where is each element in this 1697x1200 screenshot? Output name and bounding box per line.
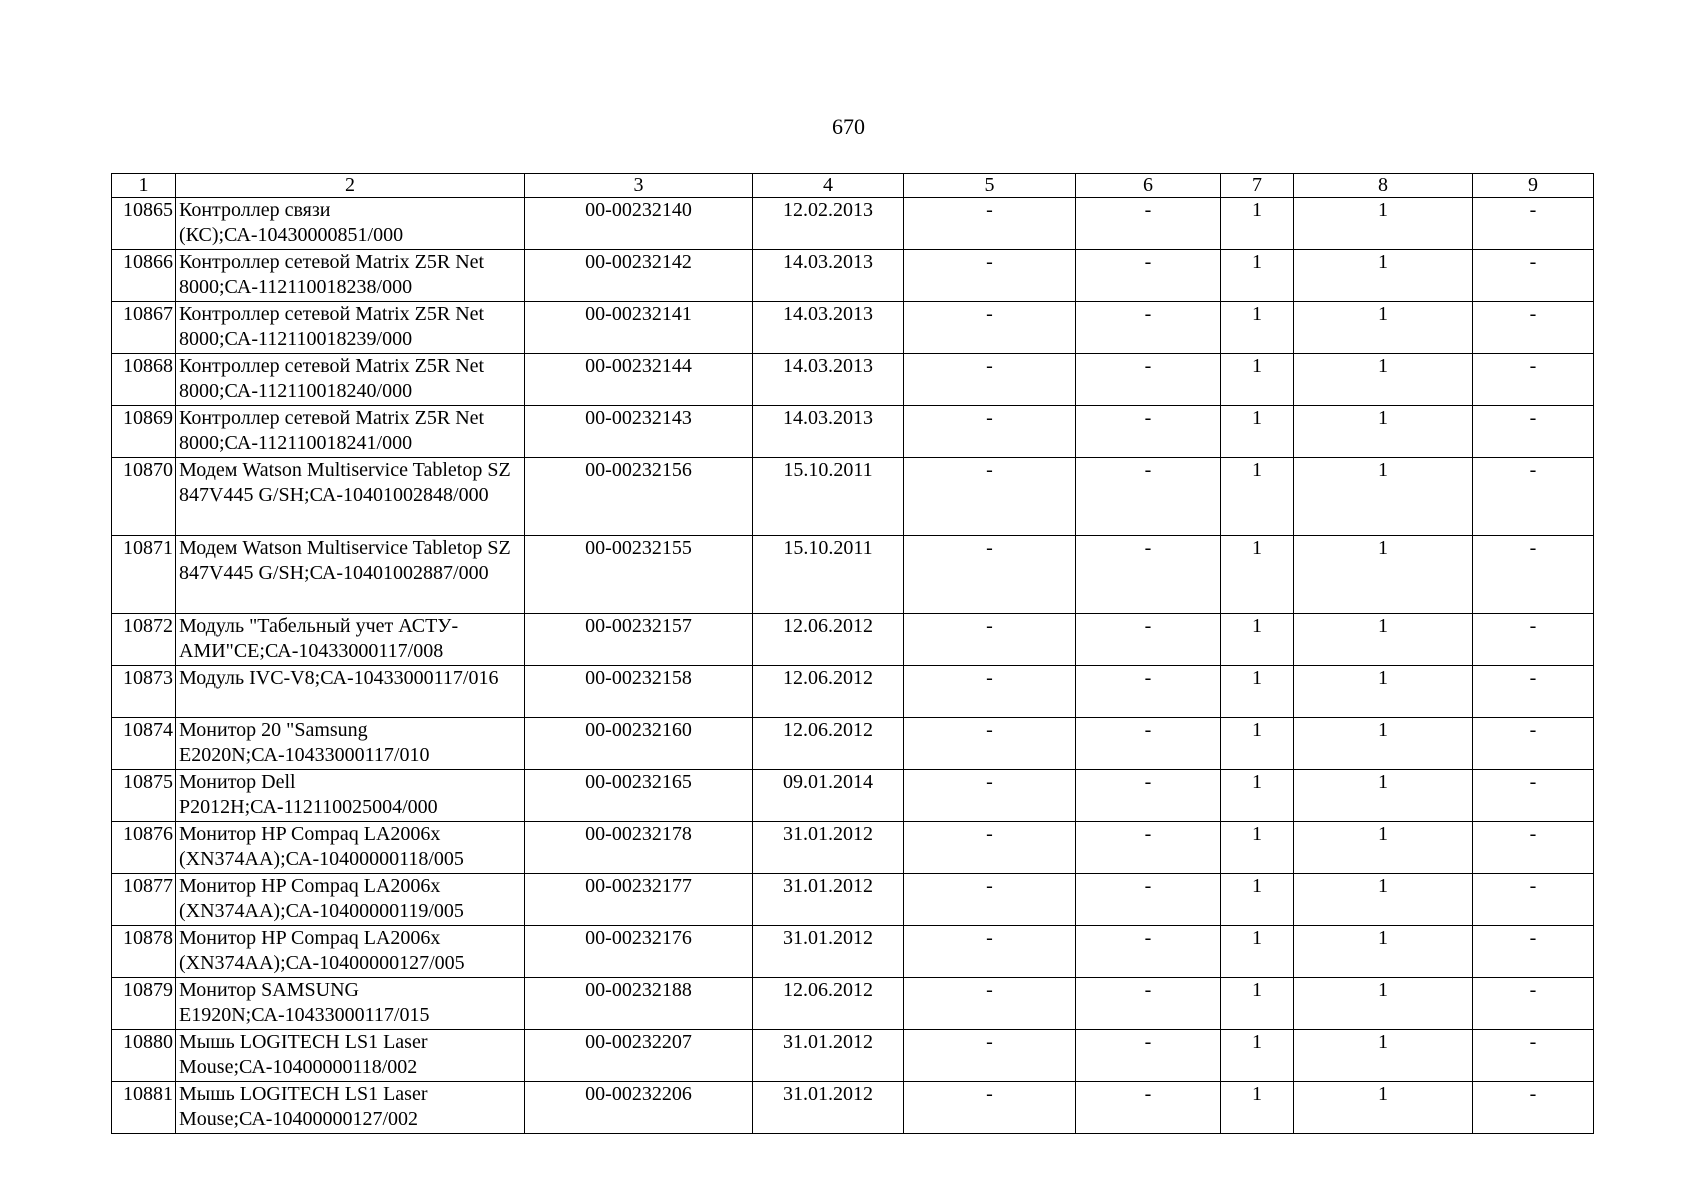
col6-value: -: [1076, 978, 1221, 1030]
row-number: 10872: [112, 614, 176, 666]
col9-value: -: [1473, 302, 1594, 354]
col5-value: -: [904, 926, 1076, 978]
item-name: Мышь LOGITECH LS1 Laser Mouse;СА-10400000127/002: [176, 1082, 525, 1134]
row-number: 10873: [112, 666, 176, 718]
column-header-3: 3: [525, 174, 753, 198]
row-number: 10877: [112, 874, 176, 926]
item-date: 14.03.2013: [753, 250, 904, 302]
item-name: Монитор HP Compaq LA2006x (XN374AA);СА-10400000118/005: [176, 822, 525, 874]
inventory-code: 00-00232156: [525, 458, 753, 536]
col9-value: -: [1473, 926, 1594, 978]
col6-value: -: [1076, 536, 1221, 614]
item-date: 12.06.2012: [753, 614, 904, 666]
inventory-code: 00-00232141: [525, 302, 753, 354]
item-date: 31.01.2012: [753, 1030, 904, 1082]
row-number: 10879: [112, 978, 176, 1030]
item-name: Модем Watson Multiservice Tabletop SZ 847V445 G/SH;СА-10401002848/000: [176, 458, 525, 536]
col5-value: -: [904, 302, 1076, 354]
table-row: [112, 1030, 1594, 1082]
col5-value: -: [904, 718, 1076, 770]
col5-value: -: [904, 666, 1076, 718]
col7-value: 1: [1221, 302, 1294, 354]
col7-value: 1: [1221, 406, 1294, 458]
col8-value: 1: [1294, 822, 1473, 874]
item-name: Контроллер сетевой Matrix Z5R Net 8000;СА-112110018239/000: [176, 302, 525, 354]
column-header-5: 5: [904, 174, 1076, 198]
item-date: 31.01.2012: [753, 874, 904, 926]
col9-value: -: [1473, 198, 1594, 250]
col5-value: -: [904, 822, 1076, 874]
col7-value: 1: [1221, 536, 1294, 614]
item-date: 14.03.2013: [753, 406, 904, 458]
col6-value: -: [1076, 718, 1221, 770]
item-date: 31.01.2012: [753, 1082, 904, 1134]
item-name: Монитор HP Compaq LA2006x (XN374AA);СА-10400000127/005: [176, 926, 525, 978]
table-row: [112, 926, 1594, 978]
column-header-2: 2: [176, 174, 525, 198]
col8-value: 1: [1294, 978, 1473, 1030]
col6-value: -: [1076, 406, 1221, 458]
col5-value: -: [904, 250, 1076, 302]
item-name: Модуль IVC-V8;СА-10433000117/016: [176, 666, 525, 718]
col5-value: -: [904, 770, 1076, 822]
col7-value: 1: [1221, 874, 1294, 926]
table-row: [112, 250, 1594, 302]
row-number: 10875: [112, 770, 176, 822]
inventory-code: 00-00232140: [525, 198, 753, 250]
item-name: Модем Watson Multiservice Tabletop SZ 847V445 G/SH;СА-10401002887/000: [176, 536, 525, 614]
table-row: [112, 718, 1594, 770]
col7-value: 1: [1221, 1030, 1294, 1082]
item-name: Контроллер сетевой Matrix Z5R Net 8000;СА-112110018240/000: [176, 354, 525, 406]
col9-value: -: [1473, 1082, 1594, 1134]
item-date: 12.06.2012: [753, 978, 904, 1030]
table-row: [112, 536, 1594, 614]
col7-value: 1: [1221, 718, 1294, 770]
item-name: Монитор Dell P2012H;СА-112110025004/000: [176, 770, 525, 822]
inventory-code: 00-00232176: [525, 926, 753, 978]
row-number: 10869: [112, 406, 176, 458]
item-name: Монитор 20 "Samsung E2020N;СА-10433000117/010: [176, 718, 525, 770]
table-row: [112, 666, 1594, 718]
col9-value: -: [1473, 536, 1594, 614]
item-name: Мышь LOGITECH LS1 Laser Mouse;СА-10400000118/002: [176, 1030, 525, 1082]
col9-value: -: [1473, 718, 1594, 770]
col6-value: -: [1076, 1082, 1221, 1134]
table-row: [112, 614, 1594, 666]
inventory-code: 00-00232165: [525, 770, 753, 822]
item-date: 12.06.2012: [753, 718, 904, 770]
column-header-4: 4: [753, 174, 904, 198]
row-number: 10868: [112, 354, 176, 406]
col9-value: -: [1473, 1030, 1594, 1082]
col6-value: -: [1076, 614, 1221, 666]
page-number: 670: [832, 114, 865, 139]
col6-value: -: [1076, 926, 1221, 978]
row-number: 10866: [112, 250, 176, 302]
item-date: 31.01.2012: [753, 926, 904, 978]
col8-value: 1: [1294, 1082, 1473, 1134]
inventory-table: [111, 173, 1594, 1134]
row-number: 10880: [112, 1030, 176, 1082]
inventory-code: 00-00232188: [525, 978, 753, 1030]
column-header-9: 9: [1473, 174, 1594, 198]
inventory-code: 00-00232206: [525, 1082, 753, 1134]
col6-value: -: [1076, 770, 1221, 822]
col5-value: -: [904, 458, 1076, 536]
col5-value: -: [904, 614, 1076, 666]
table-row: [112, 198, 1594, 250]
col9-value: -: [1473, 978, 1594, 1030]
col7-value: 1: [1221, 250, 1294, 302]
col8-value: 1: [1294, 718, 1473, 770]
item-name: Контроллер связи (КС);СА-10430000851/000: [176, 198, 525, 250]
col6-value: -: [1076, 198, 1221, 250]
inventory-code: 00-00232157: [525, 614, 753, 666]
item-date: 14.03.2013: [753, 354, 904, 406]
col8-value: 1: [1294, 770, 1473, 822]
col5-value: -: [904, 1082, 1076, 1134]
col6-value: -: [1076, 250, 1221, 302]
col8-value: 1: [1294, 302, 1473, 354]
col9-value: -: [1473, 822, 1594, 874]
col8-value: 1: [1294, 536, 1473, 614]
column-header-7: 7: [1221, 174, 1294, 198]
col8-value: 1: [1294, 198, 1473, 250]
col5-value: -: [904, 354, 1076, 406]
header-row: [112, 174, 1594, 198]
col8-value: 1: [1294, 926, 1473, 978]
row-number: 10876: [112, 822, 176, 874]
col7-value: 1: [1221, 1082, 1294, 1134]
column-header-1: 1: [112, 174, 176, 198]
row-number: 10871: [112, 536, 176, 614]
item-name: Монитор HP Compaq LA2006x (XN374AA);СА-10400000119/005: [176, 874, 525, 926]
table-header: [112, 174, 1594, 198]
inventory-code: 00-00232178: [525, 822, 753, 874]
col6-value: -: [1076, 666, 1221, 718]
table-row: [112, 874, 1594, 926]
col6-value: -: [1076, 822, 1221, 874]
col7-value: 1: [1221, 614, 1294, 666]
col9-value: -: [1473, 770, 1594, 822]
column-header-6: 6: [1076, 174, 1221, 198]
col8-value: 1: [1294, 406, 1473, 458]
col6-value: -: [1076, 874, 1221, 926]
col8-value: 1: [1294, 250, 1473, 302]
item-name: Монитор SAMSUNG E1920N;СА-10433000117/015: [176, 978, 525, 1030]
row-number: 10874: [112, 718, 176, 770]
item-date: 09.01.2014: [753, 770, 904, 822]
inventory-code: 00-00232158: [525, 666, 753, 718]
col7-value: 1: [1221, 458, 1294, 536]
col5-value: -: [904, 978, 1076, 1030]
col9-value: -: [1473, 458, 1594, 536]
col7-value: 1: [1221, 926, 1294, 978]
column-header-8: 8: [1294, 174, 1473, 198]
row-number: 10878: [112, 926, 176, 978]
table-row: [112, 354, 1594, 406]
inventory-code: 00-00232160: [525, 718, 753, 770]
table-row: [112, 458, 1594, 536]
inventory-code: 00-00232143: [525, 406, 753, 458]
item-name: Контроллер сетевой Matrix Z5R Net 8000;СА-112110018241/000: [176, 406, 525, 458]
table-row: [112, 978, 1594, 1030]
col5-value: -: [904, 874, 1076, 926]
col5-value: -: [904, 1030, 1076, 1082]
col6-value: -: [1076, 302, 1221, 354]
table-row: [112, 822, 1594, 874]
item-date: 12.02.2013: [753, 198, 904, 250]
item-date: 31.01.2012: [753, 822, 904, 874]
row-number: 10865: [112, 198, 176, 250]
col8-value: 1: [1294, 1030, 1473, 1082]
col7-value: 1: [1221, 354, 1294, 406]
col8-value: 1: [1294, 458, 1473, 536]
item-date: 15.10.2011: [753, 536, 904, 614]
col5-value: -: [904, 536, 1076, 614]
col8-value: 1: [1294, 666, 1473, 718]
col6-value: -: [1076, 1030, 1221, 1082]
col9-value: -: [1473, 614, 1594, 666]
item-name: Модуль "Табельный учет АСТУ-АМИ"СЕ;СА-10433000117/008: [176, 614, 525, 666]
col7-value: 1: [1221, 666, 1294, 718]
inventory-code: 00-00232177: [525, 874, 753, 926]
inventory-code: 00-00232207: [525, 1030, 753, 1082]
inventory-code: 00-00232142: [525, 250, 753, 302]
col8-value: 1: [1294, 354, 1473, 406]
table-row: [112, 1082, 1594, 1134]
col7-value: 1: [1221, 822, 1294, 874]
item-date: 14.03.2013: [753, 302, 904, 354]
col9-value: -: [1473, 354, 1594, 406]
col7-value: 1: [1221, 770, 1294, 822]
col9-value: -: [1473, 250, 1594, 302]
col8-value: 1: [1294, 614, 1473, 666]
table-body: [112, 198, 1594, 1134]
col6-value: -: [1076, 458, 1221, 536]
inventory-code: 00-00232155: [525, 536, 753, 614]
col6-value: -: [1076, 354, 1221, 406]
item-date: 12.06.2012: [753, 666, 904, 718]
col9-value: -: [1473, 874, 1594, 926]
col7-value: 1: [1221, 198, 1294, 250]
inventory-code: 00-00232144: [525, 354, 753, 406]
col9-value: -: [1473, 666, 1594, 718]
item-name: Контроллер сетевой Matrix Z5R Net 8000;СА-112110018238/000: [176, 250, 525, 302]
table-row: [112, 406, 1594, 458]
col5-value: -: [904, 406, 1076, 458]
table-row: [112, 302, 1594, 354]
row-number: 10867: [112, 302, 176, 354]
table-row: [112, 770, 1594, 822]
row-number: 10870: [112, 458, 176, 536]
item-date: 15.10.2011: [753, 458, 904, 536]
col9-value: -: [1473, 406, 1594, 458]
row-number: 10881: [112, 1082, 176, 1134]
col7-value: 1: [1221, 978, 1294, 1030]
col8-value: 1: [1294, 874, 1473, 926]
col5-value: -: [904, 198, 1076, 250]
